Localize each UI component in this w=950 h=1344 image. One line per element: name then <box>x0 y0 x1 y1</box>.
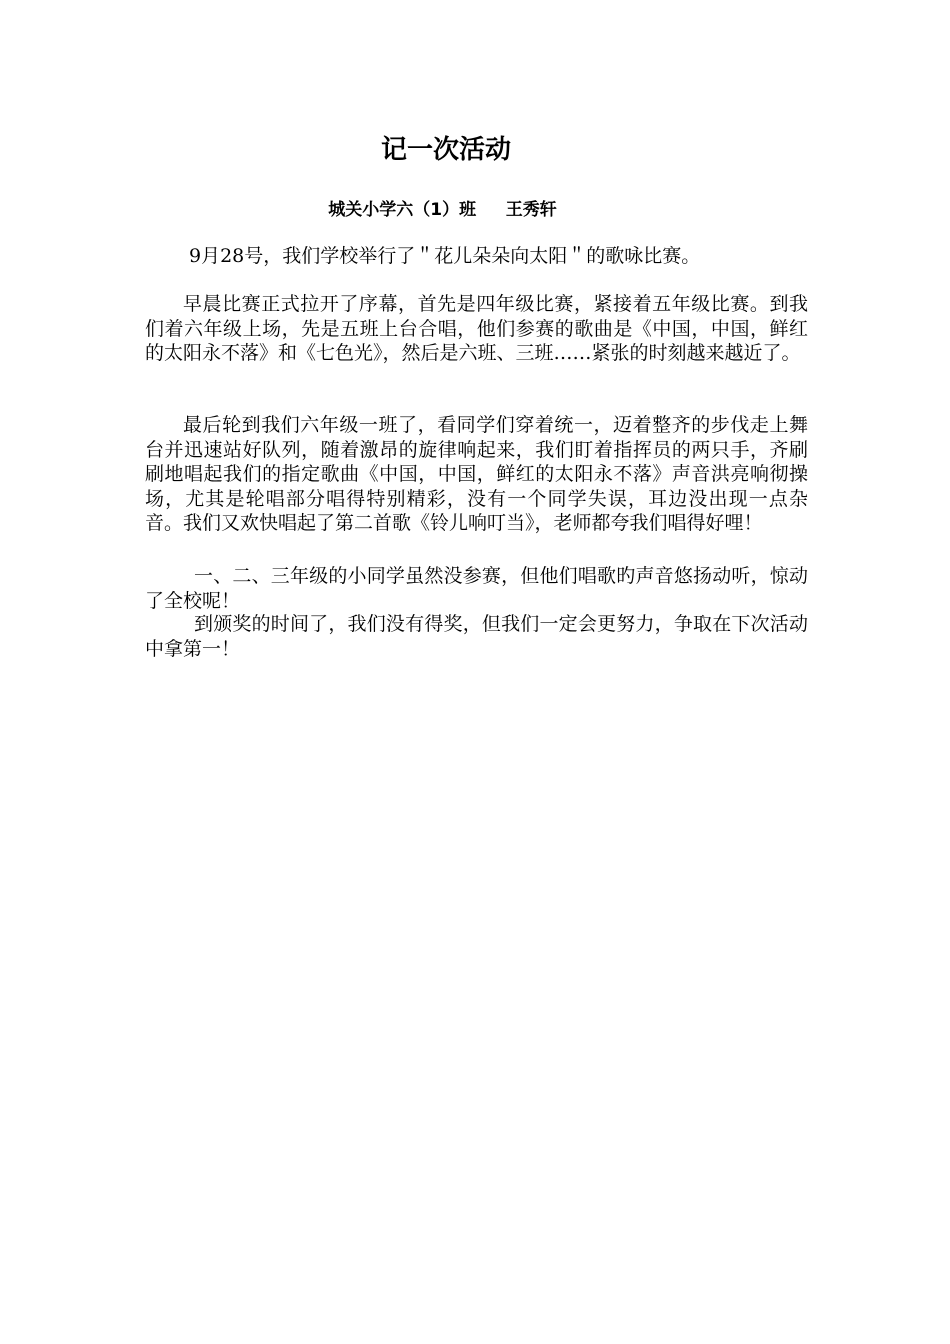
paragraph-1: 9月28号，我们学校举行了＂花儿朵朵向太阳＂的歌咏比赛。 <box>189 245 701 267</box>
byline <box>0 198 885 222</box>
paragraph-5: 到颁奖的时间了，我们没有得奖，但我们一定会更努力，争取在下次活动中拿第一！ <box>145 613 808 660</box>
paragraph-2: 早晨比赛正式拉开了序幕，首先是四年级比赛，紧接着五年级比赛。到我们着六年级上场，先是五班上台合唱，他们参赛的歌曲是《中国，中国，鲜红的太阳永不落》和《七色光》，然后是六班、三班……紧张的时刻越来越近了。 <box>145 293 808 364</box>
document-title: 记一次活动 <box>380 135 511 165</box>
paragraph-3: 最后轮到我们六年级一班了，看同学们穿着统一，迈着整齐的步伐走上舞台并迅速站好队列，随着激昂的旋律响起来，我们盯着指挥员的两只手，齐刷刷地唱起我们的指定歌曲《中国，中国，鲜红的太阳永不落》声音洪亮响彻操场，尤其是轮唱部分唱得特别精彩，没有一个同学失误，耳边没出现一点杂音。我们又欢快唱起了第二首歌《铃儿响叮当》，老师都夸我们唱得好哩！ <box>145 414 808 534</box>
byline-school-class: 城关小学六（1）班 <box>328 200 477 220</box>
byline-author: 王秀轩 <box>505 200 557 220</box>
paragraph-4: 一、二、三年级的小同学虽然没参赛，但他们唱歌旳声音悠扬动听，惊动了全校呢！ <box>145 565 808 612</box>
